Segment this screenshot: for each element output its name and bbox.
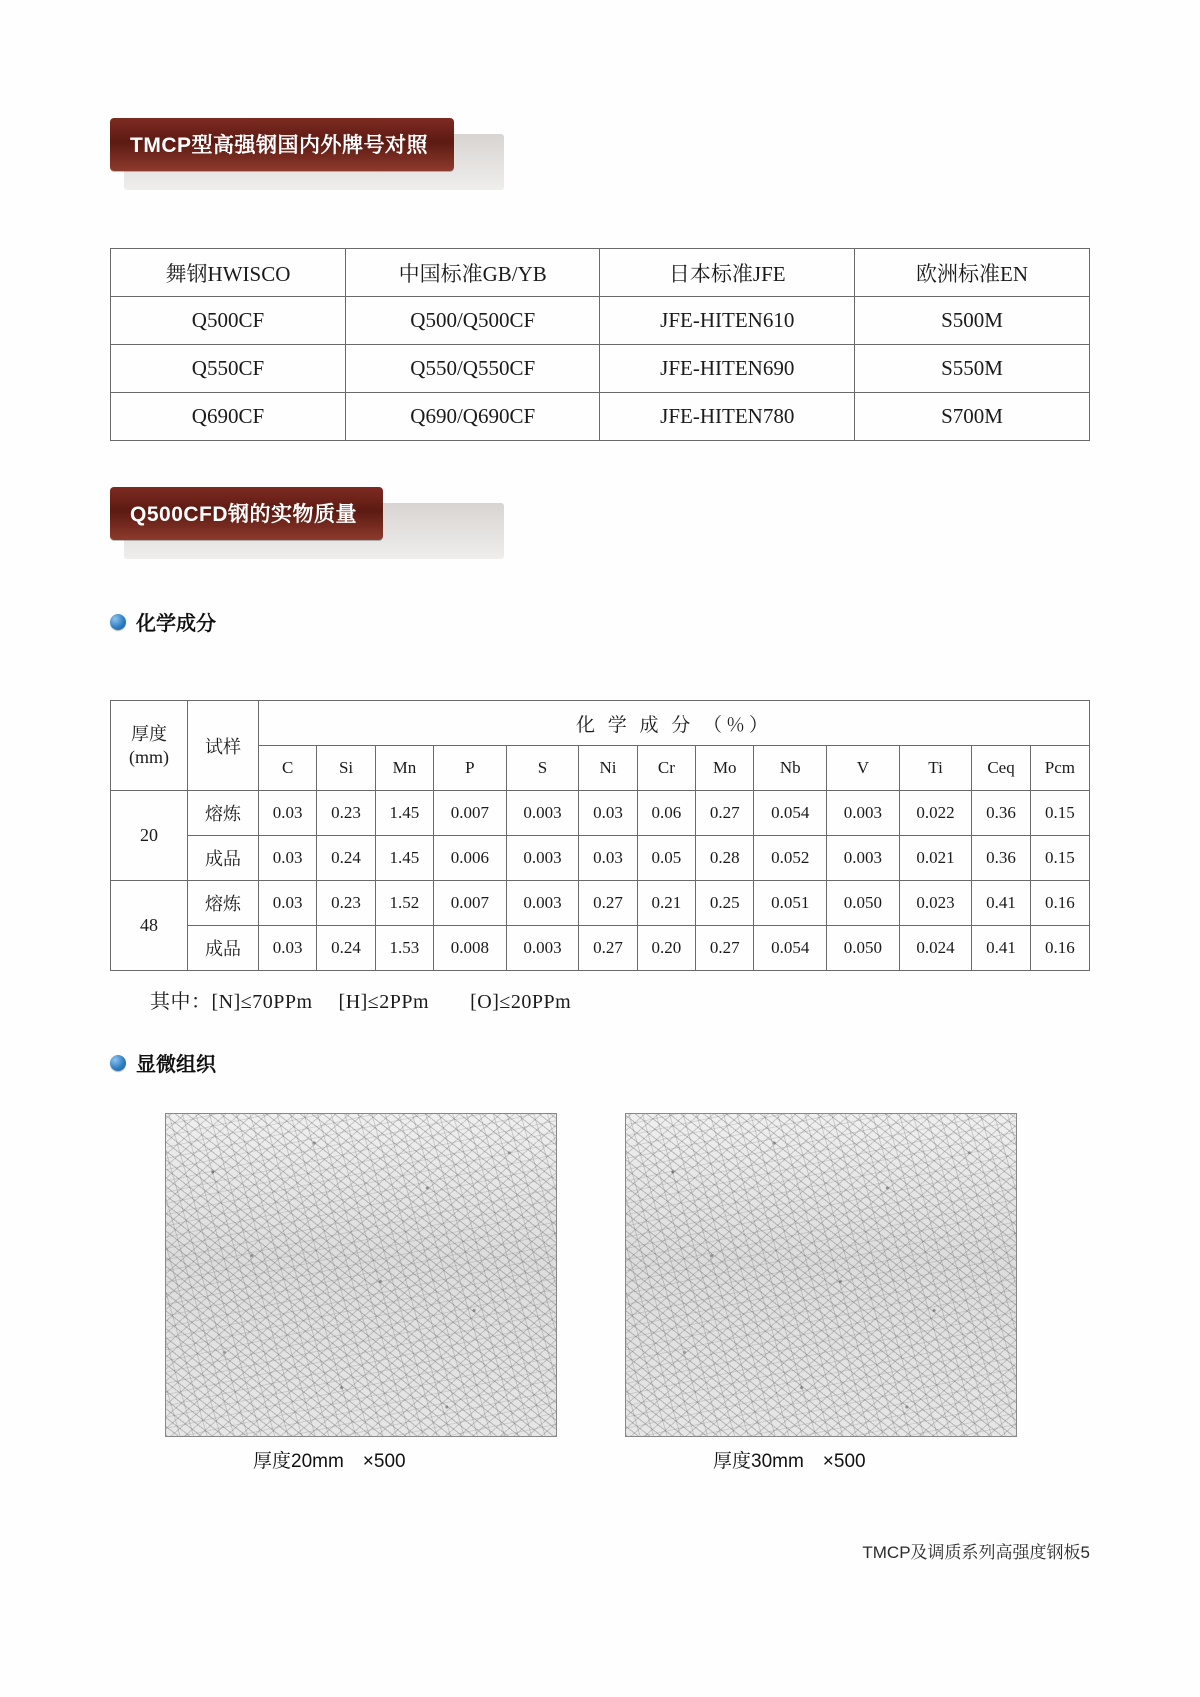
- value-cell: 0.003: [827, 836, 900, 881]
- sample-header: 试样: [188, 701, 259, 791]
- section-banner-quality: [110, 487, 383, 540]
- element-header-pcm: Pcm: [1030, 746, 1089, 791]
- value-cell: 0.050: [827, 926, 900, 971]
- value-cell: 0.03: [259, 881, 317, 926]
- value-cell: 0.003: [506, 881, 579, 926]
- heading-label: 显微组织: [136, 1054, 216, 1076]
- element-header-mn: Mn: [375, 746, 433, 791]
- value-cell: 1.45: [375, 791, 433, 836]
- grade-cell: S700M: [855, 393, 1090, 441]
- value-cell: 0.03: [259, 791, 317, 836]
- value-cell: 0.03: [259, 926, 317, 971]
- value-cell: 0.20: [637, 926, 695, 971]
- element-header-ni: Ni: [579, 746, 637, 791]
- sample-cell: 成品: [188, 836, 259, 881]
- value-cell: 0.36: [972, 836, 1030, 881]
- table-row: [111, 881, 1090, 926]
- value-cell: 0.05: [637, 836, 695, 881]
- value-cell: 0.15: [1030, 791, 1089, 836]
- composition-group-header: 化 学 成 分 （％）: [259, 701, 1090, 746]
- table-row: [111, 297, 1090, 345]
- grade-cell: Q500/Q500CF: [345, 297, 600, 345]
- micrograph-image-20mm: [165, 1113, 557, 1437]
- value-cell: 0.021: [899, 836, 972, 881]
- value-cell: 0.21: [637, 881, 695, 926]
- value-cell: 0.03: [579, 836, 637, 881]
- grade-cell: JFE-HITEN610: [600, 297, 855, 345]
- grade-cell: Q690CF: [111, 393, 346, 441]
- value-cell: 0.23: [317, 791, 375, 836]
- thickness-header: 厚度 (mm): [111, 701, 188, 791]
- value-cell: 0.052: [754, 836, 827, 881]
- heading-label: 化学成分: [136, 613, 216, 635]
- element-header-cr: Cr: [637, 746, 695, 791]
- banner-label-grades: TMCP型高强钢国内外牌号对照: [110, 118, 454, 171]
- chemistry-note: 其中：[N]≤70PPm [H]≤2PPm [O]≤20PPm: [150, 991, 572, 1013]
- value-cell: 0.41: [972, 926, 1030, 971]
- value-cell: 0.023: [899, 881, 972, 926]
- value-cell: 0.003: [506, 926, 579, 971]
- value-cell: 0.24: [317, 926, 375, 971]
- value-cell: 0.15: [1030, 836, 1089, 881]
- value-cell: 0.007: [434, 881, 507, 926]
- value-cell: 0.03: [259, 836, 317, 881]
- value-cell: 0.23: [317, 881, 375, 926]
- element-header-s: S: [506, 746, 579, 791]
- table-header-row: [111, 249, 1090, 297]
- value-cell: 1.52: [375, 881, 433, 926]
- grade-cell: S500M: [855, 297, 1090, 345]
- value-cell: 0.24: [317, 836, 375, 881]
- value-cell: 0.050: [827, 881, 900, 926]
- thickness-cell: 20: [111, 791, 188, 881]
- table-row: [111, 926, 1090, 971]
- sample-cell: 熔炼: [188, 881, 259, 926]
- element-header-ti: Ti: [899, 746, 972, 791]
- value-cell: 0.003: [827, 791, 900, 836]
- value-cell: 0.022: [899, 791, 972, 836]
- element-header-p: P: [434, 746, 507, 791]
- value-cell: 0.27: [696, 926, 754, 971]
- micrograph-caption-30mm: 厚度30mm ×500: [713, 1451, 866, 1472]
- value-cell: 0.024: [899, 926, 972, 971]
- value-cell: 0.41: [972, 881, 1030, 926]
- value-cell: 0.06: [637, 791, 695, 836]
- page-footer: TMCP及调质系列高强度钢板5: [862, 1543, 1090, 1562]
- grade-comparison-table: [110, 248, 1090, 441]
- value-cell: 1.53: [375, 926, 433, 971]
- value-cell: 0.25: [696, 881, 754, 926]
- sample-cell: 熔炼: [188, 791, 259, 836]
- section-banner-grades: [110, 118, 454, 171]
- sample-cell: 成品: [188, 926, 259, 971]
- grade-cell: JFE-HITEN690: [600, 345, 855, 393]
- grade-cell: Q550CF: [111, 345, 346, 393]
- table-header-row: [111, 701, 1090, 746]
- value-cell: 0.054: [754, 791, 827, 836]
- grade-header-cell: 欧洲标准EN: [855, 249, 1090, 297]
- chemical-composition-table: [110, 700, 1090, 971]
- element-header-mo: Mo: [696, 746, 754, 791]
- value-cell: 0.16: [1030, 881, 1089, 926]
- grade-cell: S550M: [855, 345, 1090, 393]
- heading-microstructure: [110, 1048, 216, 1077]
- value-cell: 0.003: [506, 791, 579, 836]
- element-header-ceq: Ceq: [972, 746, 1030, 791]
- value-cell: 1.45: [375, 836, 433, 881]
- value-cell: 0.006: [434, 836, 507, 881]
- value-cell: 0.27: [579, 926, 637, 971]
- grade-header-cell: 中国标准GB/YB: [345, 249, 600, 297]
- element-header-si: Si: [317, 746, 375, 791]
- micrograph-image-30mm: [625, 1113, 1017, 1437]
- grade-cell: Q550/Q550CF: [345, 345, 600, 393]
- value-cell: 0.003: [506, 836, 579, 881]
- grade-cell: Q690/Q690CF: [345, 393, 600, 441]
- grade-header-cell: 日本标准JFE: [600, 249, 855, 297]
- value-cell: 0.27: [696, 791, 754, 836]
- value-cell: 0.36: [972, 791, 1030, 836]
- bullet-dot-icon: [110, 1055, 126, 1071]
- bullet-dot-icon: [110, 614, 126, 630]
- table-row: [111, 393, 1090, 441]
- value-cell: 0.28: [696, 836, 754, 881]
- micrograph-caption-20mm: 厚度20mm ×500: [253, 1451, 406, 1472]
- table-row: [111, 791, 1090, 836]
- value-cell: 0.16: [1030, 926, 1089, 971]
- value-cell: 0.008: [434, 926, 507, 971]
- grade-cell: Q500CF: [111, 297, 346, 345]
- value-cell: 0.27: [579, 881, 637, 926]
- grade-header-cell: 舞钢HWISCO: [111, 249, 346, 297]
- element-header-v: V: [827, 746, 900, 791]
- value-cell: 0.03: [579, 791, 637, 836]
- value-cell: 0.054: [754, 926, 827, 971]
- table-row: [111, 345, 1090, 393]
- element-header-c: C: [259, 746, 317, 791]
- heading-chemical-composition: [110, 607, 216, 636]
- value-cell: 0.051: [754, 881, 827, 926]
- element-header-nb: Nb: [754, 746, 827, 791]
- grade-cell: JFE-HITEN780: [600, 393, 855, 441]
- table-row: [111, 836, 1090, 881]
- thickness-cell: 48: [111, 881, 188, 971]
- value-cell: 0.007: [434, 791, 507, 836]
- banner-label-quality: Q500CFD钢的实物质量: [110, 487, 383, 540]
